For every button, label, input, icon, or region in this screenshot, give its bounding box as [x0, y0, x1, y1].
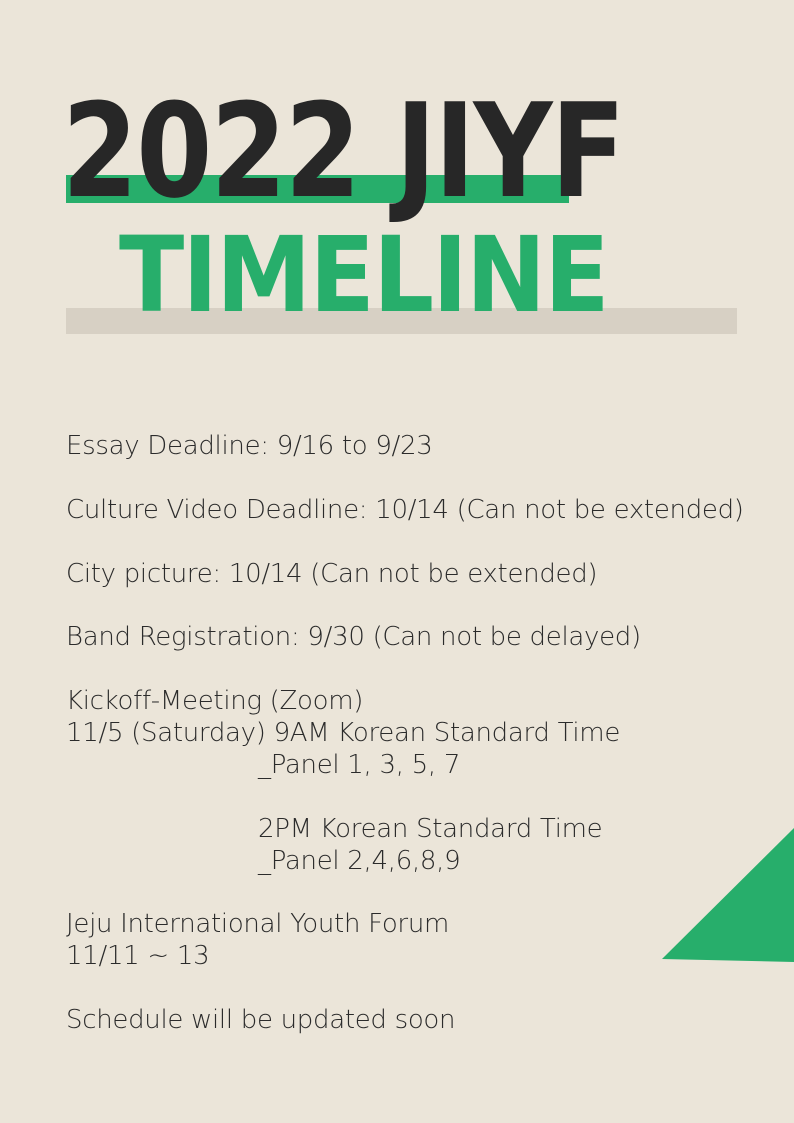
decorative-triangle	[662, 828, 794, 962]
kickoff-meeting-title: Kickoff-Meeting (Zoom)	[66, 686, 364, 716]
kickoff-panels-2: _Panel 2,4,6,8,9	[258, 846, 461, 876]
title-line-2: TIMELINE	[119, 214, 608, 336]
schedule-note: Schedule will be updated soon	[66, 1005, 456, 1035]
forum-dates: 11/11 ~ 13	[66, 941, 210, 971]
kickoff-panels-1: _Panel 1, 3, 5, 7	[258, 750, 461, 780]
city-picture-deadline: City picture: 10/14 (Can not be extended)	[66, 559, 598, 589]
essay-deadline: Essay Deadline: 9/16 to 9/23	[66, 431, 433, 461]
kickoff-time-2: 2PM Korean Standard Time	[258, 814, 603, 844]
title-line-1: 2022 JIYF	[62, 75, 624, 227]
forum-title: Jeju International Youth Forum	[66, 909, 450, 939]
band-registration-deadline: Band Registration: 9/30 (Can not be delayed)	[66, 622, 641, 652]
culture-video-deadline: Culture Video Deadline: 10/14 (Can not be extended)	[66, 495, 744, 525]
kickoff-date-time-1: 11/5 (Saturday) 9AM Korean Standard Time	[66, 718, 621, 748]
